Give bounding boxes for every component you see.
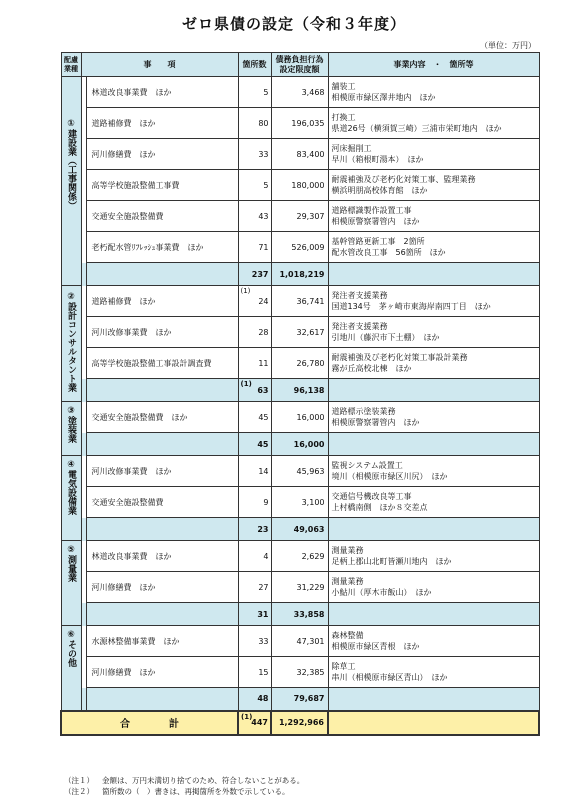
table-row — [61, 170, 539, 201]
notes — [64, 775, 304, 797]
item-content: 舗装工 相模原市緑区澤井地内 ほか — [328, 77, 539, 108]
header-category: 配慮 業種 — [61, 53, 81, 77]
item-count-cell — [238, 402, 271, 433]
item-count: 80 — [258, 118, 269, 128]
header-count: 箇所数 — [238, 53, 271, 77]
item-content: 道路標識製作設置工事 相模原警察署管内 ほか — [328, 201, 539, 232]
item-name: 河川改修事業費 ほか — [86, 456, 238, 487]
header-item: 事 項 — [81, 53, 238, 77]
category-cell — [61, 77, 81, 286]
note-1 — [64, 775, 304, 786]
table-row — [61, 108, 539, 139]
category-label: ①建設業（工事関係） — [66, 119, 76, 210]
item-content: 測量業務 小鮎川（厚木市飯山） ほか — [328, 572, 539, 603]
subtotal-count-cell — [238, 603, 271, 626]
item-count: 5 — [263, 87, 269, 97]
item-count-cell — [238, 348, 271, 379]
item-content: 河床掘削工 早川（箱根町湯本） ほか — [328, 139, 539, 170]
item-name: 交通安全施設整備費 — [86, 487, 238, 518]
item-count: 11 — [258, 358, 269, 368]
unit-label: （単位：万円） — [480, 41, 536, 50]
item-content: 打換工 県道26号（横須賀三崎）三浦市栄町地内 ほか — [328, 108, 539, 139]
subtotal-count-cell — [238, 518, 271, 541]
subtotal-content-blank — [328, 688, 539, 711]
table-row — [61, 77, 539, 108]
item-count: 71 — [258, 242, 269, 252]
item-content: 耐震補強及び老朽化対策工事設計業務 霧が丘高校北棟 ほか — [328, 348, 539, 379]
item-name: 道路補修費 ほか — [86, 108, 238, 139]
item-amount: 2,629 — [271, 541, 328, 572]
item-name: 交通安全施設整備費 ほか — [86, 402, 238, 433]
subtotal-content-blank — [328, 263, 539, 286]
subtotal-count-prefix: (1) — [240, 380, 252, 388]
subtotal-count: 45 — [257, 439, 269, 449]
table-row — [61, 487, 539, 518]
item-amount: 526,009 — [271, 232, 328, 263]
table-row — [61, 626, 539, 657]
budget-table — [60, 52, 540, 736]
item-count: 27 — [258, 582, 269, 592]
subtotal-count: 237 — [251, 269, 269, 279]
total-count: 447 — [251, 718, 268, 727]
item-amount: 36,741 — [271, 286, 328, 317]
subtotal-row — [61, 603, 539, 626]
item-name: 道路補修費 ほか — [86, 286, 238, 317]
subtotal-count: 31 — [257, 609, 269, 619]
table-row — [61, 541, 539, 572]
total-label — [61, 711, 238, 735]
item-count-cell — [238, 286, 271, 317]
subtotal-row — [61, 688, 539, 711]
subtotal-row — [61, 518, 539, 541]
subtotal-row — [61, 433, 539, 456]
item-name: 老朽配水管ﾘﾌﾚｯｼｭ事業費 ほか — [86, 232, 238, 263]
subtotal-count: 48 — [257, 694, 269, 704]
subtotal-count: 63 — [257, 385, 269, 395]
note-1-text: 金額は、万円未満切り捨てのため、符合しないことがある。 — [102, 776, 305, 785]
item-count: 24 — [258, 296, 269, 306]
item-count: 45 — [258, 412, 269, 422]
item-amount: 32,617 — [271, 317, 328, 348]
item-amount: 3,100 — [271, 487, 328, 518]
item-count: 4 — [263, 551, 269, 561]
note-2-mark: （注２） — [64, 787, 94, 796]
item-count: 14 — [258, 466, 269, 476]
total-row — [61, 711, 539, 735]
item-name: 高等学校施設整備工事設計調査費 — [86, 348, 238, 379]
note-1-mark: （注１） — [64, 776, 94, 785]
subtotal-content-blank — [328, 433, 539, 456]
table-row — [61, 232, 539, 263]
subtotal-blank — [86, 688, 238, 711]
total-count-prefix: (1) — [241, 712, 253, 721]
total-label-left: 合 — [120, 719, 130, 730]
subtotal-blank — [86, 263, 238, 286]
header-content: 事業内容 ・ 箇所等 — [328, 53, 539, 77]
item-count: 33 — [258, 636, 269, 646]
table-row — [61, 201, 539, 232]
table-row — [61, 572, 539, 603]
item-count-cell — [238, 456, 271, 487]
subtotal-amount: 96,138 — [271, 379, 328, 402]
item-count-cell — [238, 487, 271, 518]
item-count-cell — [238, 170, 271, 201]
item-name: 河川修繕費 ほか — [86, 139, 238, 170]
subtotal-count-cell — [238, 379, 271, 402]
item-count-cell — [238, 201, 271, 232]
item-count-cell — [238, 626, 271, 657]
category-cell — [61, 626, 81, 711]
item-amount: 16,000 — [271, 402, 328, 433]
subtotal-amount: 79,687 — [271, 688, 328, 711]
table-header-row — [61, 53, 539, 77]
page-title: ゼロ県債の設定（令和３年度） — [181, 15, 406, 33]
item-amount: 83,400 — [271, 139, 328, 170]
subtotal-content-blank — [328, 518, 539, 541]
note-2 — [64, 786, 304, 797]
item-count: 9 — [263, 497, 269, 507]
item-name: 交通安全施設整備費 — [86, 201, 238, 232]
item-count: 28 — [258, 327, 269, 337]
category-cell — [61, 456, 81, 541]
subtotal-blank — [86, 518, 238, 541]
subtotal-count-cell — [238, 263, 271, 286]
subtotal-amount: 49,063 — [271, 518, 328, 541]
item-count-cell — [238, 317, 271, 348]
item-count: 43 — [258, 211, 269, 221]
item-count-cell — [238, 657, 271, 688]
item-count-cell — [238, 77, 271, 108]
item-content: 監視システム設置工 境川（相模原市緑区川尻） ほか — [328, 456, 539, 487]
item-name: 林道改良事業費 ほか — [86, 541, 238, 572]
item-content: 森林整備 相模原市緑区青根 ほか — [328, 626, 539, 657]
item-amount: 196,035 — [271, 108, 328, 139]
item-name: 水源林整備事業費 ほか — [86, 626, 238, 657]
total-blank — [328, 711, 539, 735]
subtotal-amount: 33,858 — [271, 603, 328, 626]
item-amount: 29,307 — [271, 201, 328, 232]
item-content: 交通信号機改良等工事 上村橋南側 ほか８交差点 — [328, 487, 539, 518]
subtotal-row — [61, 379, 539, 402]
total-amount: 1,292,966 — [271, 711, 328, 735]
item-count: 5 — [263, 180, 269, 190]
item-amount: 45,963 — [271, 456, 328, 487]
item-name: 河川修繕費 ほか — [86, 657, 238, 688]
item-content: 除草工 串川（相模原市緑区青山） ほか — [328, 657, 539, 688]
item-content: 発注者支援業務 国道134号 茅ヶ崎市東海岸南四丁目 ほか — [328, 286, 539, 317]
item-content: 耐震補強及び老朽化対策工事、監理業務 横浜明朋高校体育館 ほか — [328, 170, 539, 201]
item-count-cell — [238, 232, 271, 263]
subtotal-blank — [86, 603, 238, 626]
item-name: 河川改修事業費 ほか — [86, 317, 238, 348]
item-count: 33 — [258, 149, 269, 159]
table-row — [61, 456, 539, 487]
item-amount: 47,301 — [271, 626, 328, 657]
item-amount: 180,000 — [271, 170, 328, 201]
item-count-cell — [238, 108, 271, 139]
item-content: 測量業務 足柄上郡山北町皆瀬川地内 ほか — [328, 541, 539, 572]
item-name: 高等学校施設整備工事費 — [86, 170, 238, 201]
header-amount: 債務負担行為 設定限度額 — [271, 53, 328, 77]
subtotal-content-blank — [328, 603, 539, 626]
item-amount: 31,229 — [271, 572, 328, 603]
table-row — [61, 402, 539, 433]
table-row — [61, 657, 539, 688]
item-count-prefix: (1) — [240, 287, 251, 295]
item-content: 基幹管路更新工事 2箇所 配水管改良工事 56箇所 ほか — [328, 232, 539, 263]
category-label: ②設計コンサルタント業 — [66, 292, 76, 392]
item-count-cell — [238, 541, 271, 572]
subtotal-content-blank — [328, 379, 539, 402]
item-count-cell — [238, 572, 271, 603]
item-name: 河川修繕費 ほか — [86, 572, 238, 603]
category-label: ⑥その他 — [66, 630, 76, 667]
item-amount: 26,780 — [271, 348, 328, 379]
total-count-cell — [238, 711, 271, 735]
subtotal-amount: 1,018,219 — [271, 263, 328, 286]
subtotal-blank — [86, 379, 238, 402]
subtotal-amount: 16,000 — [271, 433, 328, 456]
item-content: 発注者支援業務 引地川（藤沢市下土棚） ほか — [328, 317, 539, 348]
table-row — [61, 317, 539, 348]
item-count-cell — [238, 139, 271, 170]
category-label: ③塗装業 — [66, 406, 76, 443]
category-label: ④電気設備業 — [66, 460, 76, 515]
item-name: 林道改良事業費 ほか — [86, 77, 238, 108]
item-content: 道路標示塗装業務 相模原警察署管内 ほか — [328, 402, 539, 433]
table-row — [61, 139, 539, 170]
table-row — [61, 286, 539, 317]
category-label: ⑤測量業 — [66, 545, 76, 582]
item-amount: 3,468 — [271, 77, 328, 108]
subtotal-blank — [86, 433, 238, 456]
subtotal-count-cell — [238, 433, 271, 456]
note-2-text: 箇所数の（ ）書きは、再掲箇所を外数で示している。 — [102, 787, 290, 796]
subtotal-count-cell — [238, 688, 271, 711]
total-label-right: 計 — [169, 719, 179, 730]
subtotal-count: 23 — [257, 524, 269, 534]
category-cell — [61, 402, 81, 456]
item-amount: 32,385 — [271, 657, 328, 688]
category-cell — [61, 286, 81, 402]
table-row — [61, 348, 539, 379]
category-cell — [61, 541, 81, 626]
item-count: 15 — [258, 667, 269, 677]
subtotal-row — [61, 263, 539, 286]
